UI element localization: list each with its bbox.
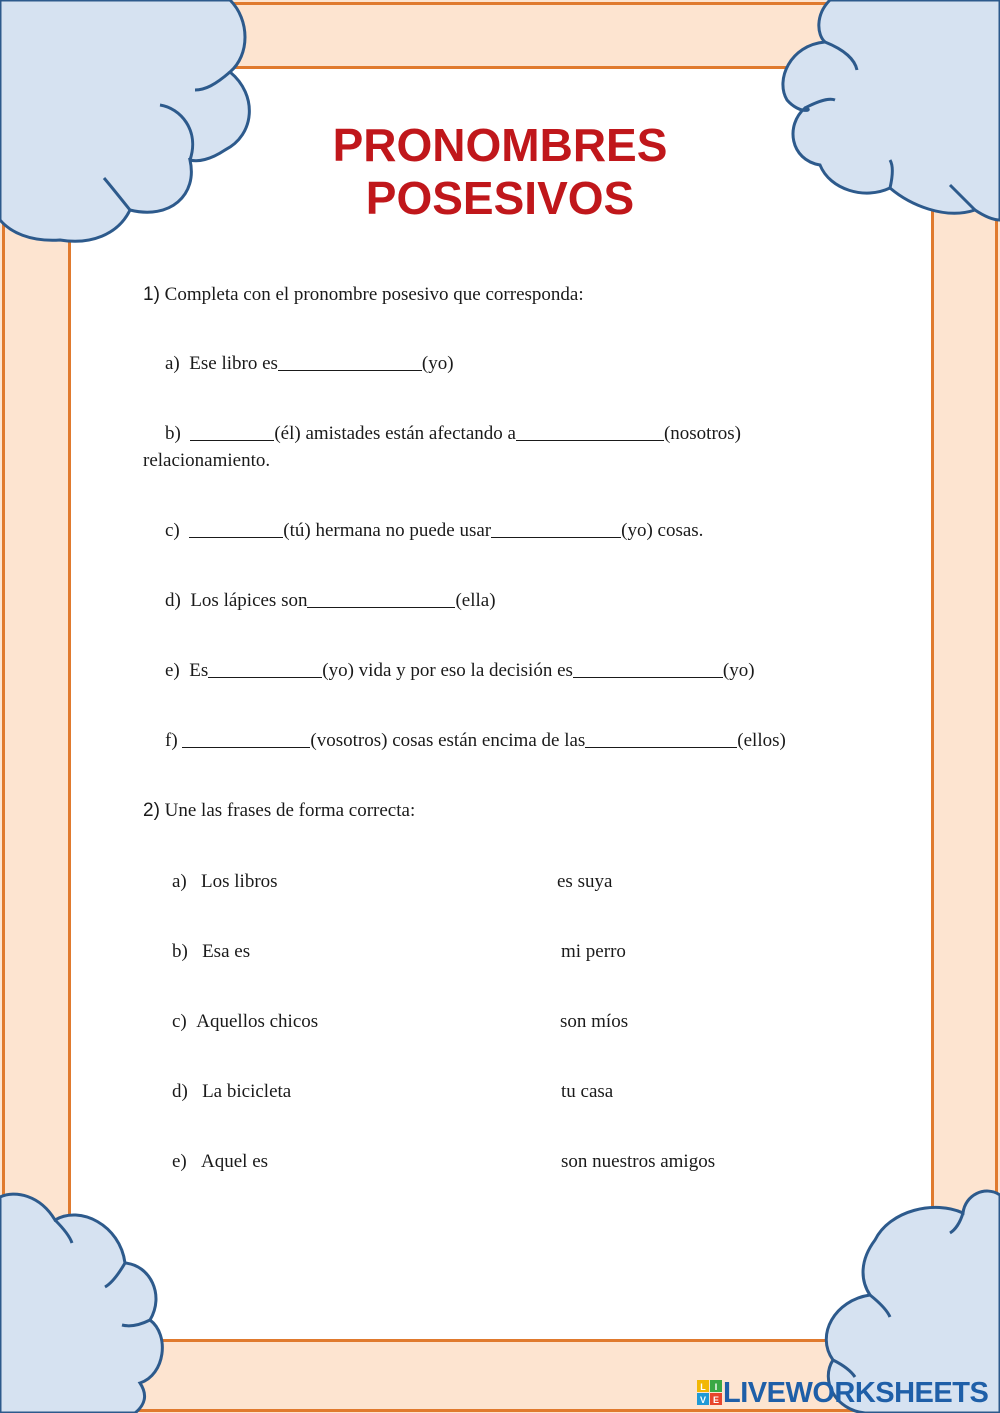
liveworksheets-text: LIVEWORKSHEETS — [723, 1376, 989, 1409]
exercise-1-item-d — [165, 589, 496, 613]
liveworksheets-watermark[interactable] — [697, 1378, 988, 1408]
match-left-d[interactable] — [172, 1080, 291, 1104]
answer-blank[interactable] — [585, 729, 737, 748]
liveworksheets-logo-icon — [697, 1380, 723, 1406]
answer-blank[interactable] — [278, 352, 422, 371]
exercise-1-number: 1) — [143, 284, 160, 305]
exercise-1-instruction: Completa con el pronombre posesivo que corresponda: — [164, 284, 584, 305]
exercise-1-item-c — [165, 519, 703, 543]
item-hint: (ellos) — [737, 730, 786, 751]
item-label: b) — [165, 423, 181, 444]
match-left-text: Esa es — [202, 941, 251, 962]
svg-text:E: E — [712, 1395, 720, 1405]
answer-blank[interactable] — [573, 659, 723, 678]
exercise-2-number: 2) — [143, 800, 160, 821]
item-hint: (ella) — [455, 590, 496, 611]
svg-text:L: L — [700, 1382, 706, 1392]
item-text: (tú) hermana no puede usar — [283, 520, 492, 541]
item-text: Ese libro es — [189, 353, 278, 374]
match-right-3[interactable]: son míos — [560, 1011, 629, 1032]
match-right-4[interactable]: tu casa — [561, 1081, 614, 1102]
item-label: f) — [165, 730, 178, 751]
svg-text:V: V — [699, 1395, 707, 1405]
item-label: b) — [172, 941, 188, 962]
item-hint: (yo) — [421, 353, 454, 374]
item-hint: (yo) — [722, 660, 755, 681]
match-right-5[interactable]: son nuestros amigos — [561, 1151, 716, 1172]
page-title-line-2: POSESIVOS — [365, 172, 635, 224]
match-left-a[interactable] — [172, 870, 278, 894]
exercise-1-item-f — [165, 729, 786, 753]
page-title-line-1: PRONOMBRES — [332, 119, 668, 171]
item-label: a) — [165, 353, 180, 374]
answer-blank[interactable] — [190, 422, 274, 441]
match-left-text: La bicicleta — [202, 1081, 292, 1102]
answer-blank[interactable] — [182, 729, 310, 748]
match-left-e[interactable] — [172, 1150, 268, 1174]
item-text: Es — [189, 660, 209, 681]
answer-blank[interactable] — [189, 519, 283, 538]
match-left-text: Aquellos chicos — [196, 1011, 319, 1032]
exercise-1-item-a — [165, 352, 454, 376]
match-left-text: Los libros — [201, 871, 278, 892]
match-left-b[interactable] — [172, 940, 250, 964]
item-text: (vosotros) cosas están encima de las — [310, 730, 586, 751]
exercise-2-heading — [143, 799, 415, 823]
item-hint: (yo) cosas. — [621, 520, 704, 541]
exercise-1-item-b — [165, 422, 741, 446]
item-label: e) — [165, 660, 180, 681]
match-left-c[interactable] — [172, 1010, 318, 1034]
answer-blank[interactable] — [208, 659, 322, 678]
answer-blank[interactable] — [491, 519, 621, 538]
item-label: e) — [172, 1151, 187, 1172]
item-label: c) — [165, 520, 180, 541]
item-text: Los lápices son — [190, 590, 308, 611]
item-text: (él) amistades están afectando a — [274, 423, 516, 444]
svg-text:I: I — [714, 1382, 718, 1392]
item-text: (yo) vida y por eso la decisión es — [322, 660, 573, 681]
match-left-text: Aquel es — [201, 1151, 269, 1172]
exercise-1-item-e — [165, 659, 755, 683]
answer-blank[interactable] — [516, 422, 664, 441]
item-label: d) — [172, 1081, 188, 1102]
item-label: c) — [172, 1011, 187, 1032]
match-right-1[interactable]: es suya — [557, 871, 613, 892]
exercise-1-heading — [143, 283, 584, 307]
exercise-1-item-b-continuation: relacionamiento. — [143, 450, 271, 471]
cloud-bottom-left-icon — [0, 1185, 210, 1413]
exercise-2-instruction: Une las frases de forma correcta: — [164, 800, 416, 821]
item-label: a) — [172, 871, 187, 892]
item-hint: (nosotros) — [663, 423, 741, 444]
item-label: d) — [165, 590, 181, 611]
answer-blank[interactable] — [307, 589, 455, 608]
match-right-2[interactable]: mi perro — [561, 941, 626, 962]
